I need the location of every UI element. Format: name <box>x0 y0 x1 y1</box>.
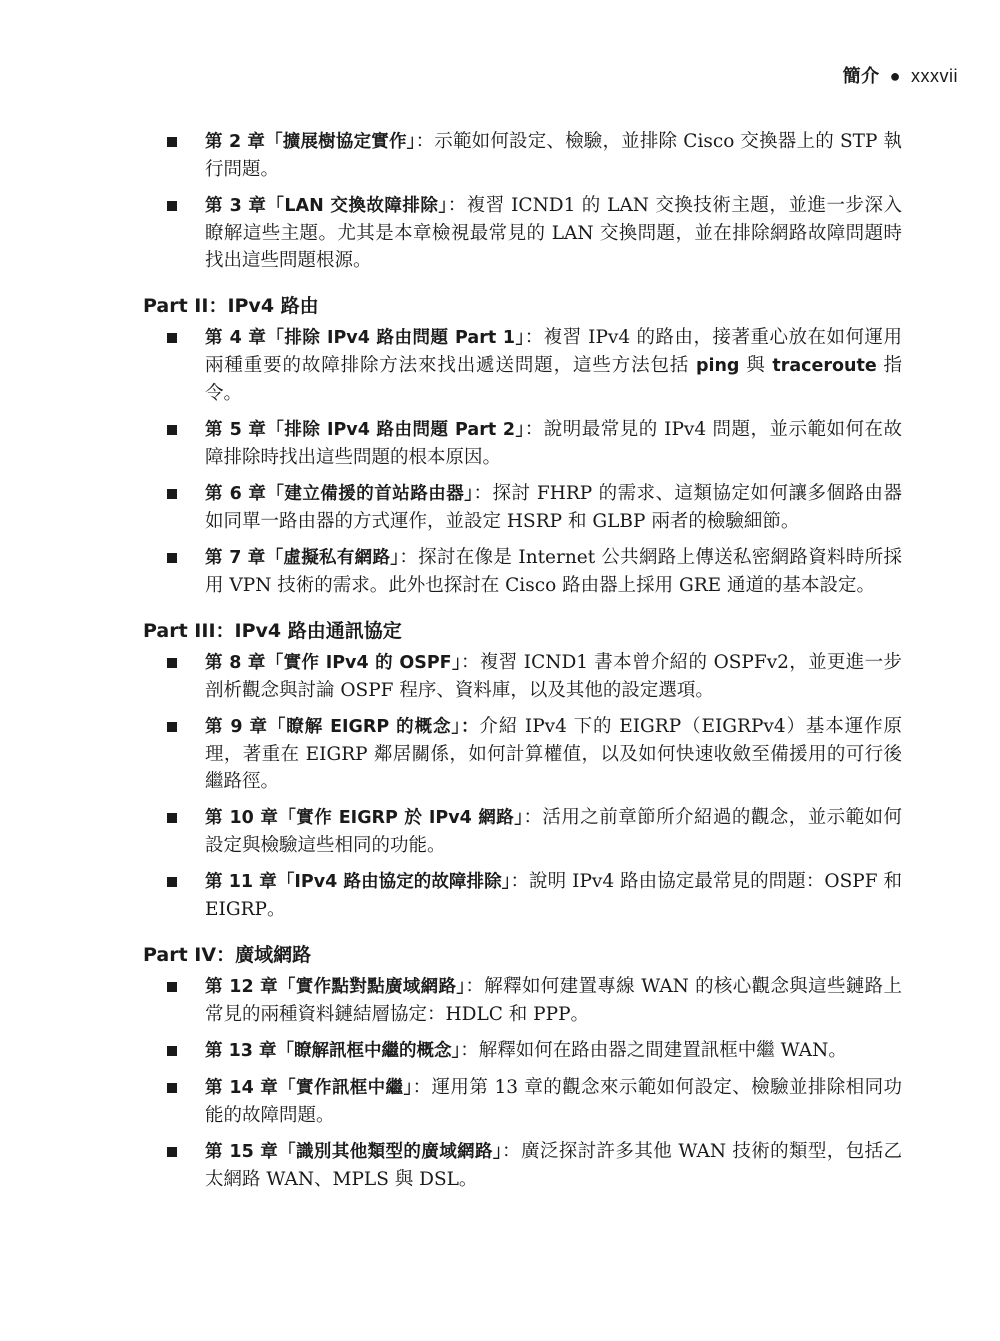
part-heading: Part II：IPv4 路由 <box>143 295 319 317</box>
chapter-list-item <box>205 1037 902 1065</box>
square-bullet-icon <box>167 813 177 823</box>
chapter-description: ：探討 FHRP 的需求、這類協定如何讓多個路由器如同單一路由器的方式運作，並設定 HSRP 和 GLBP 兩者的檢驗細節。 <box>205 483 902 532</box>
page-number: xxxvii <box>911 66 958 86</box>
chapter-title: 第 2 章「擴展樹協定實作」 <box>205 132 416 152</box>
square-bullet-icon <box>167 333 177 343</box>
chapter-list-item <box>205 868 902 923</box>
chapter-list-item <box>205 649 902 704</box>
square-bullet-icon <box>167 722 177 732</box>
chapter-description: ：探討在像是 Internet 公共網路上傳送私密網路資料時所採用 VPN 技術的需求。此外也探討在 Cisco 路由器上採用 GRE 通道的基本設定。 <box>205 547 902 596</box>
chapter-description: ：複習 ICND1 書本曾介紹的 OSPFv2，並更進一步剖析觀念與討論 OSPF 程序、資料庫，以及其他的設定選項。 <box>205 652 902 701</box>
chapter-list-item <box>205 1138 902 1193</box>
part-heading: Part IV：廣域網路 <box>143 944 312 966</box>
chapter-list-item <box>205 416 902 471</box>
command-name: traceroute <box>772 356 877 376</box>
chapter-list-item <box>205 804 902 859</box>
chapter-list-item <box>205 973 902 1028</box>
square-bullet-icon <box>167 982 177 992</box>
chapter-list-item <box>205 128 902 183</box>
chapter-list-item <box>205 713 902 795</box>
chapter-description: ：解釋如何在路由器之間建置訊框中繼 WAN。 <box>460 1040 847 1061</box>
square-bullet-icon <box>167 425 177 435</box>
chapter-title: 第 8 章「實作 IPv4 的 OSPF」 <box>205 653 462 673</box>
chapter-title: 第 6 章「建立備援的首站路由器」 <box>205 484 474 504</box>
chapter-description-joiner: 與 <box>739 355 773 376</box>
square-bullet-icon <box>167 1147 177 1157</box>
square-bullet-icon <box>167 137 177 147</box>
chapter-title: 第 15 章「識別其他類型的廣域網路」 <box>205 1142 503 1162</box>
chapter-title: 第 4 章「排除 IPv4 路由問題 Part 1」 <box>205 328 525 348</box>
chapter-title: 第 5 章「排除 IPv4 路由問題 Part 2」 <box>205 420 525 440</box>
chapter-description: ：解釋如何建置專線 WAN 的核心觀念與這些鏈路上常見的兩種資料鏈結層協定：HDLC 和 PPP。 <box>205 976 902 1025</box>
chapter-title: 第 12 章「實作點對點廣域網路」 <box>205 977 466 997</box>
square-bullet-icon <box>167 553 177 563</box>
square-bullet-icon <box>167 658 177 668</box>
chapter-title: 第 10 章「實作 EIGRP 於 IPv4 網路」 <box>205 808 524 828</box>
bullet-separator: ● <box>889 66 901 86</box>
running-head <box>843 62 958 88</box>
chapter-description-tail: 指令。 <box>205 355 902 404</box>
chapter-description: ：活用之前章節所介紹過的觀念，並示範如何設定與檢驗這些相同的功能。 <box>205 807 902 856</box>
chapter-title: 第 11 章「IPv4 路由協定的故障排除」 <box>205 872 511 892</box>
square-bullet-icon <box>167 201 177 211</box>
chapter-description: ：廣泛探討許多其他 WAN 技術的類型，包括乙太網路 WAN、MPLS 與 DSL。 <box>205 1141 902 1190</box>
chapter-list-item <box>205 1074 902 1129</box>
chapter-description: ：複習 IPv4 的路由，接著重心放在如何運用兩種重要的故障排除方法來找出遞送問題，這些方法包括 <box>205 327 902 376</box>
chapter-title: 第 13 章「瞭解訊框中繼的概念」 <box>205 1041 461 1061</box>
chapter-description: ：說明最常見的 IPv4 問題，並示範如何在故障排除時找出這些問題的根本原因。 <box>205 419 902 468</box>
chapter-description: ：運用第 13 章的觀念來示範如何設定、檢驗並排除相同功能的故障問題。 <box>205 1077 902 1126</box>
square-bullet-icon <box>167 1083 177 1093</box>
chapter-list-item <box>205 192 902 274</box>
chapter-description: ：說明 IPv4 路由協定最常見的問題：OSPF 和 EIGRP。 <box>205 871 902 920</box>
square-bullet-icon <box>167 877 177 887</box>
chapter-list-item <box>205 480 902 535</box>
running-head-title: 簡介 <box>842 66 880 86</box>
chapter-title: 第 9 章「瞭解 EIGRP 的概念」： <box>205 717 480 737</box>
chapter-title: 第 7 章「虛擬私有網路」 <box>205 548 400 568</box>
command-name: ping <box>695 356 740 376</box>
chapter-description: ：複習 ICND1 的 LAN 交換技術主題，並進一步深入瞭解這些主題。尤其是本章檢視最常見的 LAN 交換問題，並在排除網路故障問題時找出這些問題根源。 <box>205 195 902 271</box>
chapter-list-item <box>205 324 902 407</box>
chapter-overview-list <box>0 128 1000 1202</box>
part-heading: Part III：IPv4 路由通訊協定 <box>143 620 402 642</box>
chapter-description: 介紹 IPv4 下的 EIGRP（EIGRPv4）基本運作原理，著重在 EIGRP 鄰居關係，如何計算權值，以及如何快速收斂至備援用的可行後繼路徑。 <box>205 716 902 792</box>
square-bullet-icon <box>167 489 177 499</box>
chapter-description: ：示範如何設定、檢驗，並排除 Cisco 交換器上的 STP 執行問題。 <box>205 131 902 180</box>
square-bullet-icon <box>167 1046 177 1056</box>
chapter-title: 第 14 章「實作訊框中繼」 <box>205 1078 413 1098</box>
chapter-list-item <box>205 544 902 599</box>
chapter-title: 第 3 章「LAN 交換故障排除」 <box>205 196 448 216</box>
